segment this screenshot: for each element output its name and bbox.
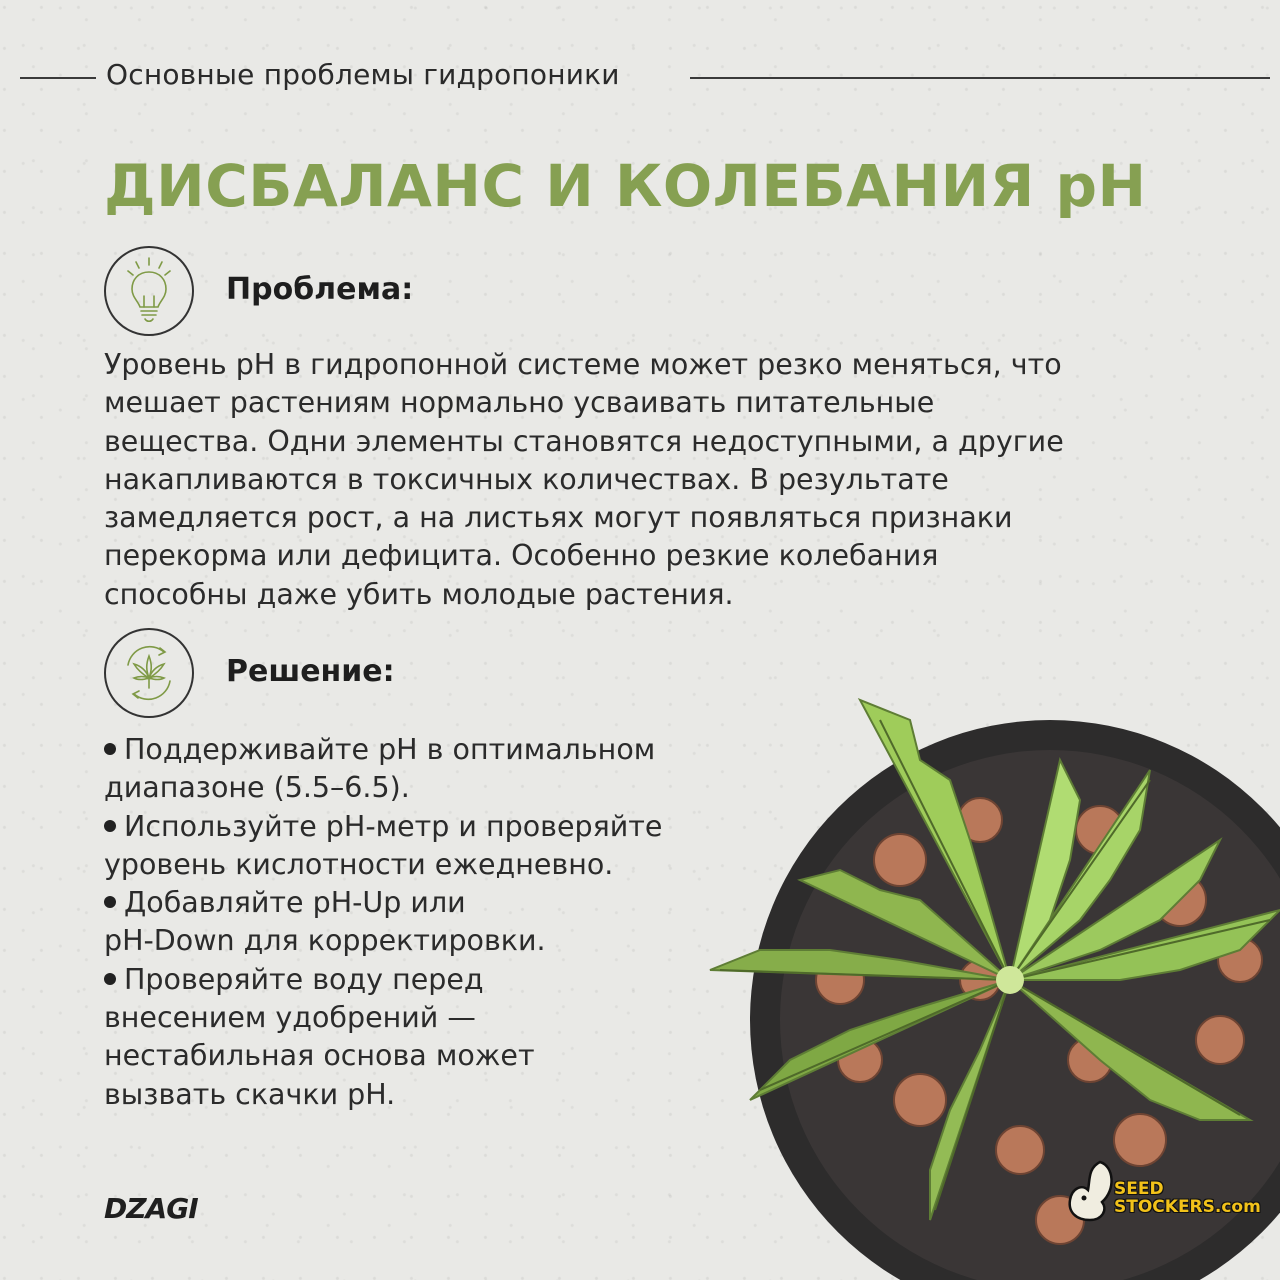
problem-line: способны даже убить молодые растения.	[104, 577, 734, 611]
bullet-icon	[104, 743, 116, 755]
list-item: Используйте pH-метр и проверяйте уровень кислотности ежедневно.	[104, 809, 663, 881]
brand-logo: DZAGI	[104, 1192, 198, 1225]
lightbulb-icon	[104, 246, 194, 336]
bullet-icon	[104, 973, 116, 985]
bullet-icon	[104, 896, 116, 908]
problem-line: мешает растениям нормально усваивать питательные	[104, 386, 935, 420]
header-subtitle: Основные проблемы гидропоники	[106, 58, 620, 91]
problem-line: замедляется рост, а на листьях могут появляться признаки	[104, 501, 1013, 535]
problem-line: вещества. Одни элементы становятся недоступными, а другие	[104, 424, 1064, 458]
list-item: Добавляйте pH-Up или pH-Down для корректировки.	[104, 886, 546, 958]
bullet-icon	[104, 820, 116, 832]
problem-text	[104, 346, 1184, 614]
seed-stockers-logo: SEED STOCKERS.com	[1062, 1140, 1222, 1230]
problem-heading: Проблема:	[226, 272, 414, 307]
squirrel-icon	[1062, 1154, 1118, 1224]
problem-line: Уровень pH в гидропонной системе может резко меняться, что	[104, 348, 1062, 381]
cannabis-leaf-cycle-icon	[104, 628, 194, 718]
problem-line: перекорма или дефицита. Особенно резкие колебания	[104, 539, 939, 573]
list-item: Проверяйте воду перед внесением удобрений — нестабильная основа может вызвать скачки pH.	[104, 962, 535, 1111]
list-item: Поддерживайте pH в оптимальном диапазоне (5.5–6.5).	[104, 733, 656, 805]
problem-line: накапливаются в токсичных количествах. В результате	[104, 462, 949, 496]
page-title: ДИСБАЛАНС И КОЛЕБАНИЯ pH	[104, 152, 1147, 220]
solution-list	[104, 731, 764, 1114]
header-rule-right	[690, 77, 1270, 79]
solution-heading: Решение:	[226, 654, 395, 689]
header-rule-left	[20, 77, 96, 79]
